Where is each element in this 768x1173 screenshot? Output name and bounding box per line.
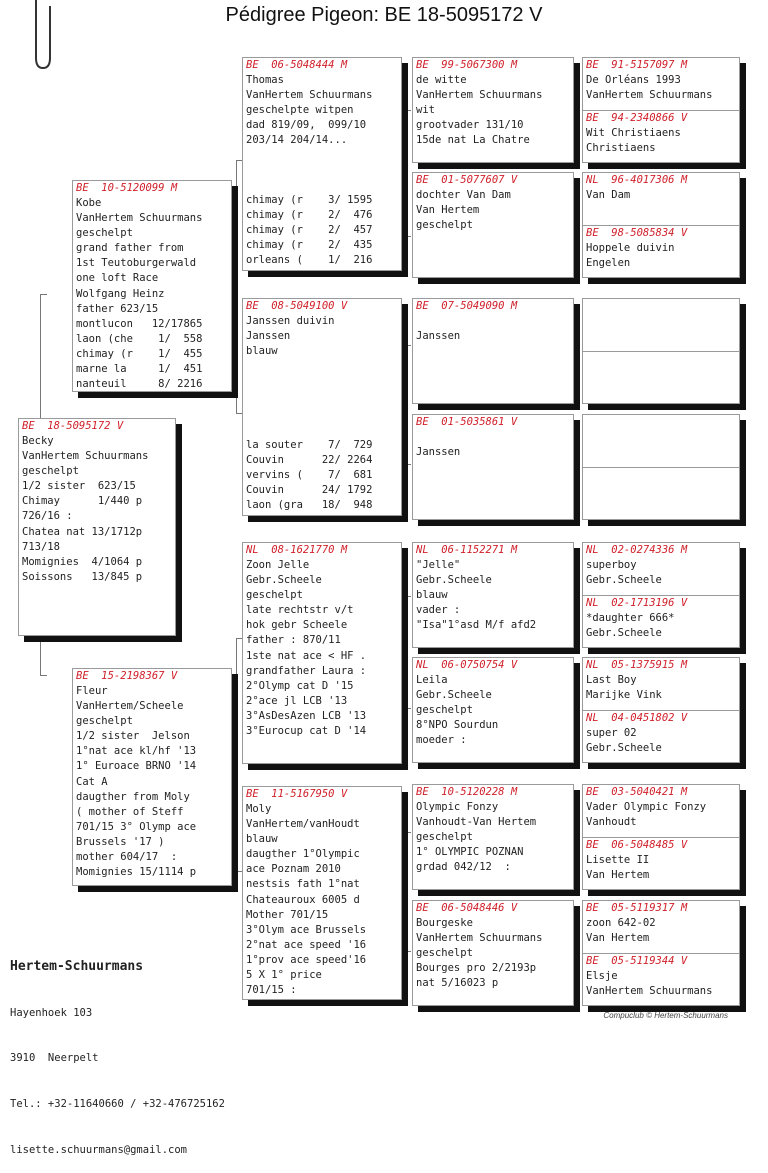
gggp-detail-line: Vader Olympic Fonzy bbox=[586, 801, 707, 813]
ggp-detail-line: de witte bbox=[416, 74, 467, 86]
ggp-detail-line: 15de nat La Chatre bbox=[416, 134, 530, 147]
father-ring-number: BE 10-5120099 M bbox=[76, 182, 178, 194]
ggp-ring-number: BE 99-5067300 M bbox=[416, 59, 518, 71]
detail-line: father 623/15 bbox=[76, 302, 159, 315]
ggp-detail-line bbox=[413, 314, 573, 329]
detail-line: orleans ( 1/ 216 bbox=[246, 253, 373, 266]
detail-line: hok gebr Scheele bbox=[246, 619, 348, 632]
detail-line: chimay (r 1/ 455 bbox=[76, 347, 203, 360]
ggp-card bbox=[412, 172, 574, 278]
gggp-ring-number: NL 04-0451802 V bbox=[586, 712, 688, 724]
gggp-entry bbox=[583, 225, 739, 278]
gggp-pair-card bbox=[582, 414, 740, 520]
detail-line: Kobe bbox=[76, 197, 102, 209]
ggp-ring-number: BE 07-5049090 M bbox=[416, 300, 518, 312]
detail-line: 3°Eurocup cat D '14 bbox=[246, 725, 367, 738]
detail-line: 1/2 sister Jelson bbox=[76, 730, 190, 743]
ggp-detail-line: moeder : bbox=[416, 734, 467, 747]
mother-details bbox=[73, 684, 231, 880]
gggp-entry bbox=[583, 658, 739, 710]
gggp-ring-number: BE 05-5119317 M bbox=[586, 902, 688, 914]
detail-line: 701/15 3° Olymp ace bbox=[76, 820, 197, 833]
paperclip-icon bbox=[30, 0, 54, 72]
detail-line: VanHertem Schuurmans bbox=[76, 212, 203, 225]
connector-fm bbox=[404, 345, 411, 465]
ggp-detail-line: vader : bbox=[416, 604, 461, 617]
detail-line: VanHertem/Scheele bbox=[76, 700, 184, 713]
detail-line: chimay (r 2/ 435 bbox=[246, 238, 373, 251]
detail-line: 713/18 bbox=[22, 540, 60, 553]
detail-line: 701/15 : bbox=[246, 984, 297, 997]
gggp-pair-card bbox=[582, 900, 740, 1006]
gggp-ring-number: NL 02-1713196 V bbox=[586, 597, 688, 609]
detail-line: VanHertem Schuurmans bbox=[22, 450, 149, 463]
ggp-ring-number: BE 10-5120228 M bbox=[416, 786, 518, 798]
detail-line: mother 604/17 : bbox=[76, 851, 178, 864]
ggp-card bbox=[412, 657, 574, 763]
ggp-detail-line: grdad 042/12 : bbox=[416, 861, 511, 874]
gggp-detail-line: Elsje bbox=[586, 970, 618, 982]
ggp-detail-line: wit bbox=[416, 104, 435, 117]
detail-line: late rechtstr v/t bbox=[246, 604, 354, 617]
ggp-detail-line bbox=[413, 430, 573, 445]
gggp-ring-number bbox=[583, 415, 739, 430]
detail-line: grand father from bbox=[76, 242, 184, 255]
ggp-detail-line: Gebr.Scheele bbox=[416, 689, 492, 702]
gggp-ring-number: NL 96-4017306 M bbox=[586, 174, 688, 186]
gggp-pair-card bbox=[582, 784, 740, 890]
fm-ring-number: BE 08-5049100 V bbox=[246, 300, 348, 312]
detail-line: Chateauroux 6005 d bbox=[246, 893, 360, 906]
ggp-ring-number: BE 01-5077607 V bbox=[416, 174, 518, 186]
gggp-entry bbox=[583, 710, 739, 763]
detail-line: 2°Olymp cat D '15 bbox=[246, 679, 354, 692]
ggp-card bbox=[412, 298, 574, 404]
detail-line: montlucon 12/17865 bbox=[76, 317, 203, 330]
gggp-ring-number: BE 91-5157097 M bbox=[586, 59, 688, 71]
detail-line: 2°nat ace speed '16 bbox=[246, 938, 367, 951]
gggp-detail-line: Last Boy bbox=[586, 674, 637, 686]
detail-line: one loft Race bbox=[76, 272, 159, 285]
detail-line: Becky bbox=[22, 435, 54, 447]
detail-line: 2°ace jl LCB '13 bbox=[246, 694, 348, 707]
detail-line: Mother 701/15 bbox=[246, 908, 329, 921]
gggp-detail-line: *daughter 666* bbox=[586, 612, 675, 624]
gggp-detail-line: Engelen bbox=[586, 257, 631, 270]
detail-line: Moly bbox=[246, 803, 272, 815]
gggp-detail-line: Hoppele duivin bbox=[586, 242, 675, 254]
fm-results bbox=[246, 438, 372, 513]
mf-details bbox=[243, 558, 401, 739]
detail-line: ace Poznam 2010 bbox=[246, 863, 341, 876]
gggp-detail-line: Christiaens bbox=[586, 142, 656, 155]
software-stamp: Compuclub © Hertem-Schuurmans bbox=[603, 1011, 728, 1020]
detail-line: laon (che 1/ 558 bbox=[76, 332, 203, 345]
gggp-ring-number: NL 05-1375915 M bbox=[586, 659, 688, 671]
breeder-city: 3910 Neerpelt bbox=[10, 1052, 99, 1065]
detail-line: nestsis fath 1°nat bbox=[246, 878, 360, 891]
pigeon-card bbox=[18, 418, 176, 636]
mf-ring-number: NL 08-1621770 M bbox=[246, 544, 348, 556]
gggp-entry bbox=[583, 299, 739, 351]
ggp-detail-line: geschelpt bbox=[416, 219, 473, 232]
detail-line: geschelpt bbox=[76, 715, 133, 728]
detail-line: Wolfgang Heinz bbox=[76, 287, 165, 300]
gggp-detail-line: De Orléans 1993 bbox=[586, 74, 681, 86]
gggp-entry bbox=[583, 837, 739, 890]
gggp-entry bbox=[583, 953, 739, 1006]
detail-line: ( mother of Steff bbox=[76, 805, 184, 818]
breeder-email[interactable]: lisette.schuurmans@gmail.com bbox=[10, 1143, 188, 1156]
detail-line: 5 X 1° price bbox=[246, 969, 322, 982]
detail-line: geschelpt bbox=[22, 465, 79, 478]
gggp-ring-number: BE 98-5085834 V bbox=[586, 227, 688, 239]
gggp-detail-line: Gebr.Scheele bbox=[586, 742, 662, 755]
detail-line: Janssen bbox=[246, 330, 291, 343]
gggp-detail-line: Van Hertem bbox=[586, 932, 650, 945]
ggp-detail-line: Bourges pro 2/2193p bbox=[416, 962, 537, 975]
gggp-pair-card bbox=[582, 542, 740, 648]
gggp-detail-line: Gebr.Scheele bbox=[586, 574, 662, 587]
detail-line: blauw bbox=[246, 345, 278, 358]
detail-line: Brussels '17 ) bbox=[76, 835, 165, 848]
mm-ring-number: BE 11-5167950 V bbox=[246, 788, 348, 800]
ggp-ring-number: BE 06-5048446 V bbox=[416, 902, 518, 914]
gggp-ring-number: BE 06-5048485 V bbox=[586, 839, 688, 851]
detail-line: chimay (r 3/ 1595 bbox=[246, 193, 373, 206]
ggp-detail-line: Leila bbox=[416, 674, 448, 686]
father-details bbox=[73, 196, 231, 392]
ggp-detail-line: grootvader 131/10 bbox=[416, 119, 524, 132]
ggp-detail-line: Janssen bbox=[416, 446, 461, 459]
connector-mm bbox=[404, 832, 411, 952]
detail-line: dad 819/09, 099/10 bbox=[246, 119, 367, 132]
gggp-entry bbox=[583, 173, 739, 225]
ggp-detail-line: Bourgeske bbox=[416, 917, 473, 929]
connector-ff bbox=[404, 110, 411, 237]
ggp-card bbox=[412, 900, 574, 1006]
detail-line: vervins ( 7/ 681 bbox=[246, 468, 373, 481]
gggp-detail-line: superboy bbox=[586, 559, 637, 571]
gggp-ring-number bbox=[583, 299, 739, 314]
detail-line: 1° Euroace BRNO '14 bbox=[76, 760, 197, 773]
gggp-detail-line: VanHertem Schuurmans bbox=[586, 89, 713, 102]
detail-line: 3°AsDesAzen LCB '13 bbox=[246, 709, 367, 722]
gggp-detail-line: Vanhoudt bbox=[586, 816, 637, 829]
gggp-entry bbox=[583, 467, 739, 520]
pigeon-details bbox=[19, 434, 175, 585]
ggp-detail-line: nat 5/16023 p bbox=[416, 977, 499, 990]
detail-line: 1°prov ace speed'16 bbox=[246, 953, 367, 966]
ff-card bbox=[242, 57, 402, 271]
ggp-detail-line: Gebr.Scheele bbox=[416, 574, 492, 587]
detail-line: daugther 1°Olympic bbox=[246, 848, 360, 861]
gggp-pair-card bbox=[582, 298, 740, 404]
gggp-detail-line: VanHertem Schuurmans bbox=[586, 985, 713, 998]
detail-line: Couvin 22/ 2264 bbox=[246, 453, 373, 466]
detail-line: 203/14 204/14... bbox=[246, 134, 348, 147]
ggp-card bbox=[412, 784, 574, 890]
gggp-detail-line: Van Hertem bbox=[586, 869, 650, 882]
ggp-detail-line: VanHertem Schuurmans bbox=[416, 932, 543, 945]
detail-line: Zoon Jelle bbox=[246, 559, 310, 571]
detail-line: Gebr.Scheele bbox=[246, 574, 322, 587]
detail-line: chimay (r 2/ 476 bbox=[246, 208, 373, 221]
gggp-detail-line: Marijke Vink bbox=[586, 689, 662, 702]
mother-ring-number: BE 15-2198367 V bbox=[76, 670, 178, 682]
detail-line: Couvin 24/ 1792 bbox=[246, 483, 373, 496]
ggp-detail-line: "Jelle" bbox=[416, 559, 461, 571]
detail-line: Chatea nat 13/1712p bbox=[22, 525, 143, 538]
gggp-ring-number bbox=[583, 468, 739, 483]
detail-line: Thomas bbox=[246, 74, 284, 86]
gggp-detail-line: Gebr.Scheele bbox=[586, 627, 662, 640]
detail-line: geschelpt bbox=[76, 227, 133, 240]
detail-line: blauw bbox=[246, 833, 278, 846]
father-card bbox=[72, 180, 232, 392]
detail-line: nanteuil 8/ 2216 bbox=[76, 378, 203, 391]
detail-line: 3°Olym ace Brussels bbox=[246, 923, 367, 936]
gggp-ring-number: NL 02-0274336 M bbox=[586, 544, 688, 556]
ggp-detail-line: "Isa"1°asd M/f afd2 bbox=[416, 619, 537, 632]
fm-details bbox=[243, 314, 401, 359]
gggp-ring-number bbox=[583, 352, 739, 367]
ggp-detail-line: Van Hertem bbox=[416, 204, 480, 217]
gggp-entry bbox=[583, 785, 739, 837]
gggp-ring-number: BE 03-5040421 M bbox=[586, 786, 688, 798]
detail-line: la souter 7/ 729 bbox=[246, 438, 373, 451]
pigeon-ring-number: BE 18-5095172 V bbox=[22, 420, 124, 432]
ff-details bbox=[243, 73, 401, 148]
detail-line: Momignies 15/1114 p bbox=[76, 866, 197, 879]
ggp-ring-number: NL 06-0750754 V bbox=[416, 659, 518, 671]
ggp-detail-line: Vanhoudt-Van Hertem bbox=[416, 816, 537, 829]
ggp-detail-line: 1° OLYMPIC POZNAN bbox=[416, 846, 524, 859]
gggp-detail-line: super 02 bbox=[586, 727, 637, 739]
ff-ring-number: BE 06-5048444 M bbox=[246, 59, 348, 71]
detail-line: Soissons 13/845 p bbox=[22, 570, 143, 583]
mother-card bbox=[72, 668, 232, 886]
gggp-entry bbox=[583, 351, 739, 404]
detail-line: Momignies 4/1064 p bbox=[22, 555, 143, 568]
detail-line: 1/2 sister 623/15 bbox=[22, 480, 136, 493]
detail-line: Janssen duivin bbox=[246, 315, 335, 327]
detail-line: grandfather Laura : bbox=[246, 664, 367, 677]
ggp-card bbox=[412, 542, 574, 648]
detail-line: 1ste nat ace < HF . bbox=[246, 649, 367, 662]
ggp-detail-line: VanHertem Schuurmans bbox=[416, 89, 543, 102]
gggp-entry bbox=[583, 595, 739, 648]
mm-details bbox=[243, 802, 401, 998]
breeder-phone: Tel.: +32-11640660 / +32-476725162 bbox=[10, 1098, 225, 1111]
gggp-entry bbox=[583, 543, 739, 595]
mf-card bbox=[242, 542, 402, 764]
breeder-name: Hertem-Schuurmans bbox=[10, 959, 144, 975]
gggp-entry bbox=[583, 58, 739, 110]
detail-line: 1°nat ace kl/hf '13 bbox=[76, 745, 197, 758]
ggp-detail-line: blauw bbox=[416, 589, 448, 602]
fm-card bbox=[242, 298, 402, 516]
breeder-street: Hayenhoek 103 bbox=[10, 1006, 93, 1019]
gggp-detail-line: Van Dam bbox=[586, 189, 631, 201]
mm-card bbox=[242, 786, 402, 1000]
ggp-ring-number: BE 01-5035861 V bbox=[416, 416, 518, 428]
gggp-entry bbox=[583, 110, 739, 163]
gggp-pair-card bbox=[582, 657, 740, 763]
detail-line: VanHertem/vanHoudt bbox=[246, 818, 360, 831]
detail-line: geschelpt bbox=[246, 589, 303, 602]
ggp-detail-line: geschelpt bbox=[416, 704, 473, 717]
gggp-ring-number: BE 94-2340866 V bbox=[586, 112, 688, 124]
detail-line: chimay (r 2/ 457 bbox=[246, 223, 373, 236]
gggp-pair-card bbox=[582, 57, 740, 163]
connector-mf bbox=[404, 596, 411, 709]
ggp-card bbox=[412, 414, 574, 520]
detail-line: laon (gra 18/ 948 bbox=[246, 498, 373, 511]
ggp-detail-line: dochter Van Dam bbox=[416, 189, 511, 201]
gggp-detail-line: Lisette II bbox=[586, 854, 650, 866]
gggp-detail-line: zoon 642-02 bbox=[586, 917, 656, 929]
detail-line: Chimay 1/440 p bbox=[22, 495, 143, 508]
detail-line: marne la 1/ 451 bbox=[76, 363, 203, 376]
gggp-detail-line: Wit Christiaens bbox=[586, 127, 681, 139]
gggp-entry bbox=[583, 415, 739, 467]
detail-line: 1st Teutoburgerwald bbox=[76, 257, 197, 270]
gggp-entry bbox=[583, 901, 739, 953]
ggp-detail-line: 8°NPO Sourdun bbox=[416, 719, 499, 732]
ggp-detail-line: geschelpt bbox=[416, 831, 473, 844]
ggp-detail-line: Janssen bbox=[416, 330, 461, 343]
detail-line: Fleur bbox=[76, 685, 108, 697]
detail-line: VanHertem Schuurmans bbox=[246, 89, 373, 102]
detail-line: Cat A bbox=[76, 775, 108, 788]
page-title: Pédigree Pigeon: BE 18-5095172 V bbox=[225, 4, 543, 26]
gggp-ring-number: BE 05-5119344 V bbox=[586, 955, 688, 967]
gggp-pair-card bbox=[582, 172, 740, 278]
detail-line: geschelpte witpen bbox=[246, 104, 354, 117]
detail-line: daugther from Moly bbox=[76, 790, 190, 803]
detail-line: 726/16 : bbox=[22, 510, 73, 523]
ff-results bbox=[246, 193, 372, 268]
ggp-card bbox=[412, 57, 574, 163]
ggp-detail-line: geschelpt bbox=[416, 947, 473, 960]
ggp-detail-line: Olympic Fonzy bbox=[416, 801, 499, 813]
detail-line: father : 870/11 bbox=[246, 634, 341, 647]
ggp-ring-number: NL 06-1152271 M bbox=[416, 544, 518, 556]
breeder-contact bbox=[10, 928, 225, 1173]
